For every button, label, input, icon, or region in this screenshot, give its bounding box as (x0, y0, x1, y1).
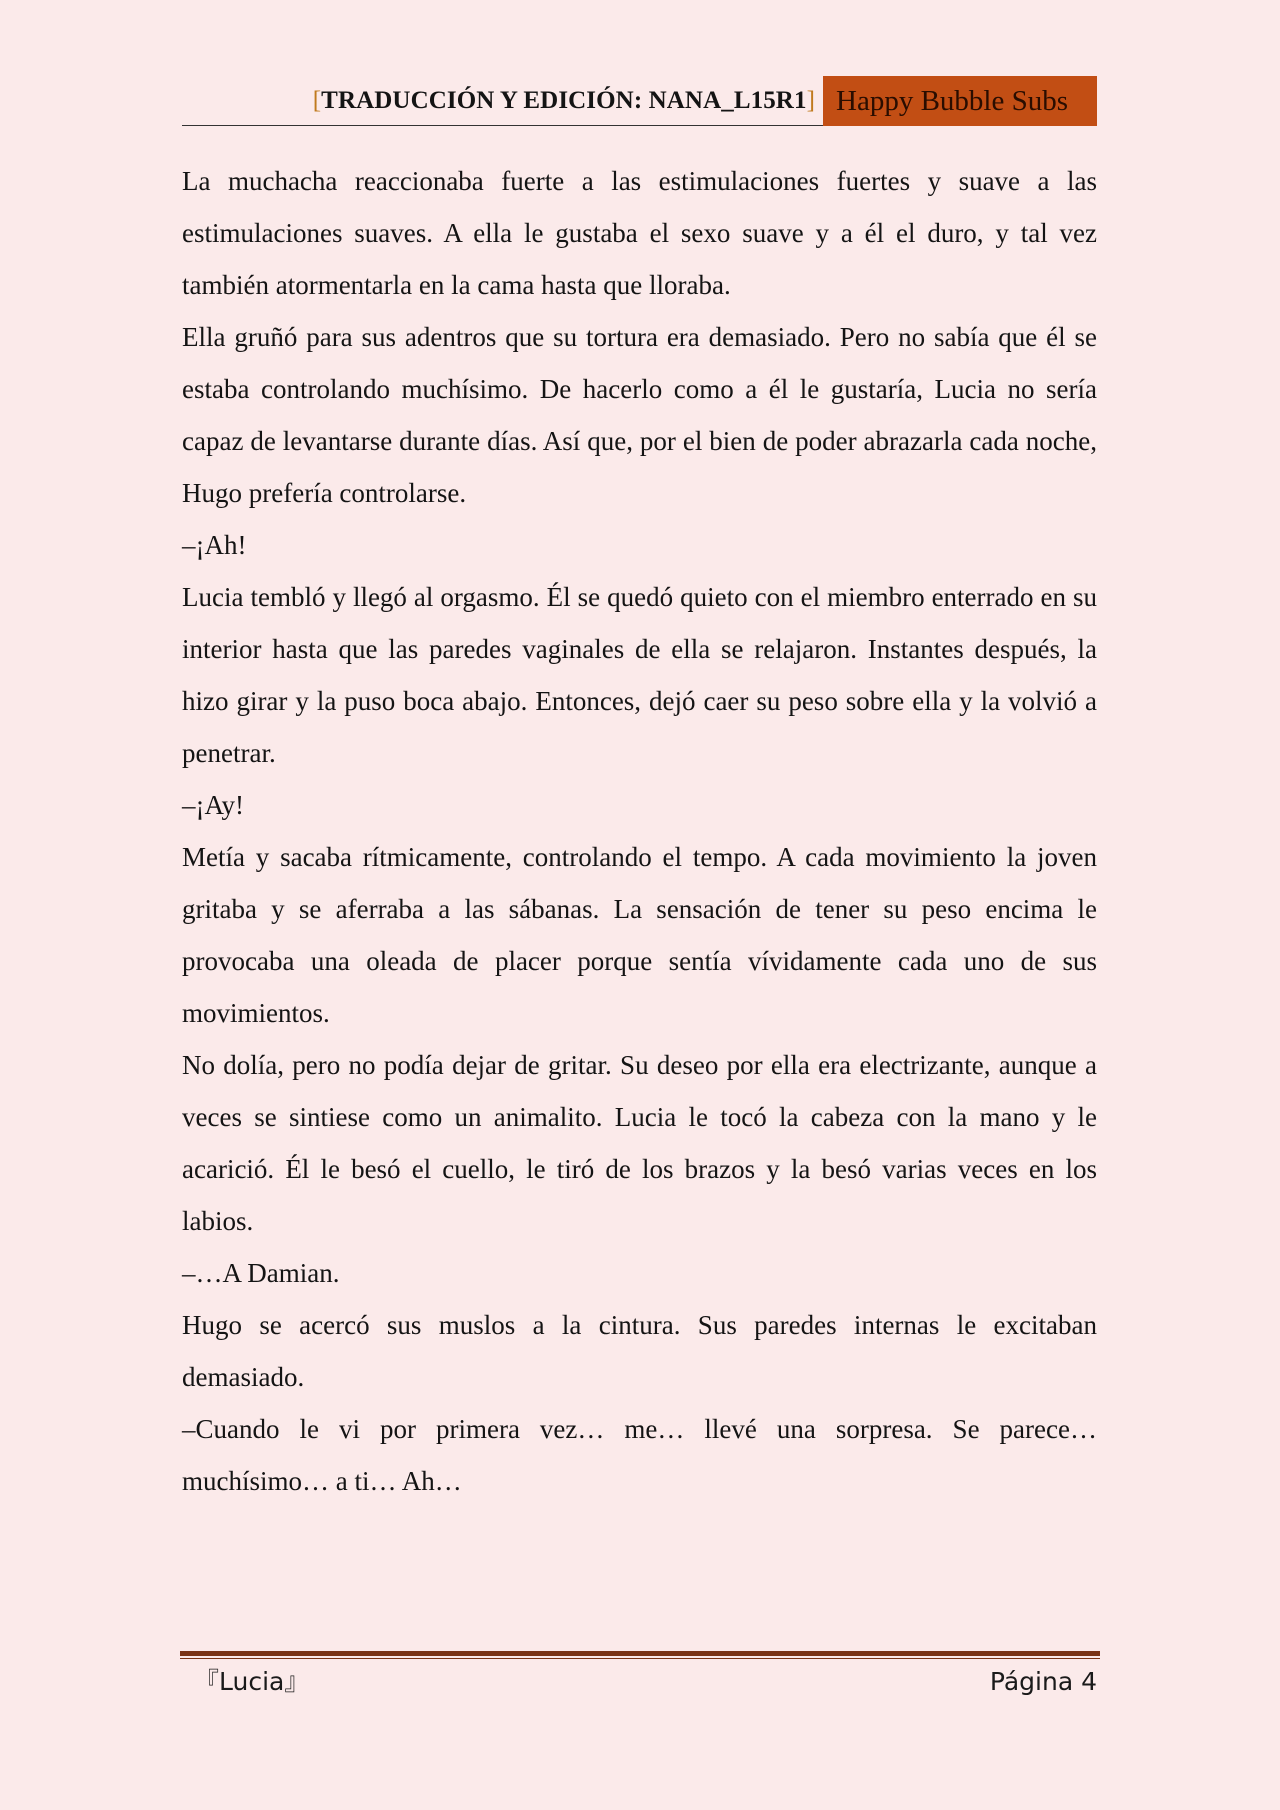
footer-divider-thick (180, 1651, 1100, 1656)
paragraph: La muchacha reaccionaba fuerte a las estimulaciones fuertes y suave a las estimulaciones suaves. A ella le gustaba el sexo suave y a él el duro, y tal vez también atormentarla en la cama hasta que lloraba. (182, 166, 1097, 300)
dialogue-line: –¡Ah! (182, 530, 247, 560)
bracket-open: [ (312, 87, 322, 114)
translation-credit (313, 87, 815, 115)
dialogue-line: –¡Ay! (182, 790, 245, 820)
dialogue-line: –Cuando le vi por primera vez… me… llevé una sorpresa. Se parece… muchísimo… a ti… Ah… (182, 1414, 1097, 1496)
credit-text: TRADUCCIÓN Y EDICIÓN: NANA_L15R1 (321, 87, 807, 114)
footer-divider-thin (180, 1658, 1100, 1659)
dialogue-line: –…A Damian. (182, 1258, 340, 1288)
footer-title: 『Lucia』 (194, 1667, 310, 1696)
paragraph: Hugo se acercó sus muslos a la cintura. Sus paredes internas le excitaban demasiado. (182, 1310, 1097, 1392)
group-name-box: Happy Bubble Subs (823, 76, 1097, 126)
body-text (182, 155, 1097, 1507)
paragraph: No dolía, pero no podía dejar de gritar. Su deseo por ella era electrizante, aunque a veces se sintiese como un animalito. Lucia le tocó la cabeza con la mano y le acarició. Él le besó el cuello, le tiró de los brazos y la besó varias veces en los labios. (182, 1050, 1097, 1236)
paragraph: Lucia tembló y llegó al orgasmo. Él se quedó quieto con el miembro enterrado en su interior hasta que las paredes vaginales de ella se relajaron. Instantes después, la hizo girar y la puso boca abajo. Entonces, dejó caer su peso sobre ella y la volvió a penetrar. (182, 582, 1097, 768)
paragraph: Metía y sacaba rítmicamente, controlando el tempo. A cada movimiento la joven gritaba y se aferraba a las sábanas. La sensación de tener su peso encima le provocaba una oleada de placer porque sentía vívidamente cada uno de sus movimientos. (182, 842, 1097, 1028)
page-header (182, 76, 1097, 126)
bracket-close: ] (806, 87, 815, 114)
page-number: Página 4 (989, 1667, 1097, 1696)
header-divider (182, 125, 823, 126)
paragraph: Ella gruñó para sus adentros que su tortura era demasiado. Pero no sabía que él se estaba controlando muchísimo. De hacerlo como a él le gustaría, Lucia no sería capaz de levantarse durante días. Así que, por el bien de poder abrazarla cada noche, Hugo prefería controlarse. (182, 322, 1097, 508)
